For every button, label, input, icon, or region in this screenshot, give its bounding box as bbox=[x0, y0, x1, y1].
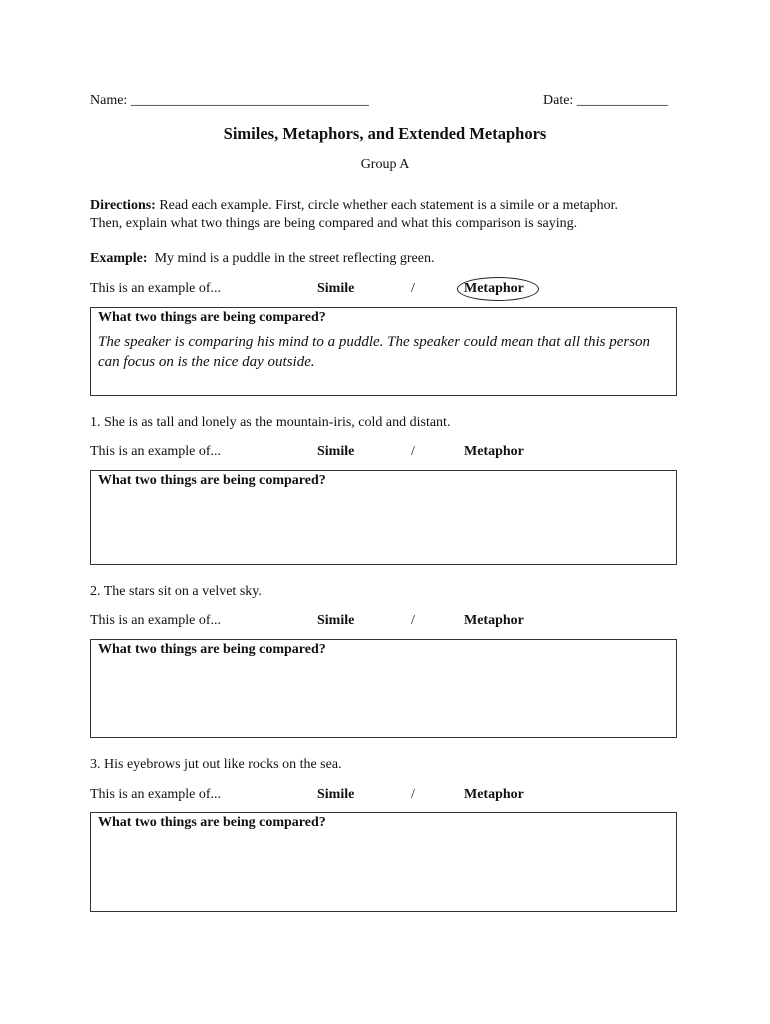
name-field-label: Name: __________________________________ bbox=[90, 93, 369, 108]
page-title: Similes, Metaphors, and Extended Metaphors bbox=[223, 124, 547, 143]
question-2-simile-option[interactable]: Simile bbox=[317, 613, 355, 628]
example-prompt: This is an example of... bbox=[90, 281, 222, 296]
example-sentence-row bbox=[90, 251, 434, 267]
question-3-box-question: What two things are being compared? bbox=[98, 815, 326, 830]
example-answer-text: The speaker is comparing his mind to a puddle. The speaker could mean that all this person can focus on is the nice day outside. bbox=[98, 334, 651, 370]
question-3-slash: / bbox=[411, 787, 415, 802]
question-2-prompt: This is an example of... bbox=[90, 613, 222, 628]
question-2-slash: / bbox=[411, 613, 415, 628]
example-answer-box bbox=[90, 307, 677, 396]
question-1-metaphor-option[interactable]: Metaphor bbox=[464, 444, 524, 459]
question-1-box-question: What two things are being compared? bbox=[98, 473, 326, 488]
directions-line-2: Then, explain what two things are being compared and what this comparison is saying. bbox=[90, 216, 578, 231]
question-1-simile-option[interactable]: Simile bbox=[317, 444, 355, 459]
question-3-answer-box[interactable] bbox=[90, 812, 677, 912]
date-field-label: Date: _____________ bbox=[543, 93, 668, 108]
question-2-sentence: 2. The stars sit on a velvet sky. bbox=[90, 584, 262, 599]
page-subtitle: Group A bbox=[360, 157, 410, 172]
question-3-sentence: 3. His eyebrows jut out like rocks on the sea. bbox=[90, 757, 342, 772]
example-simile-option[interactable]: Simile bbox=[317, 281, 355, 296]
question-3-simile-option[interactable]: Simile bbox=[317, 787, 355, 802]
question-3-prompt: This is an example of... bbox=[90, 787, 222, 802]
question-1-slash: / bbox=[411, 444, 415, 459]
question-1-sentence: 1. She is as tall and lonely as the mountain-iris, cold and distant. bbox=[90, 415, 451, 430]
example-label: Example: bbox=[90, 251, 148, 266]
question-3-metaphor-option[interactable]: Metaphor bbox=[464, 787, 524, 802]
question-1-prompt: This is an example of... bbox=[90, 444, 222, 459]
example-slash: / bbox=[411, 281, 415, 296]
question-2-metaphor-option[interactable]: Metaphor bbox=[464, 613, 524, 628]
directions-label: Directions: bbox=[90, 198, 156, 213]
example-metaphor-option[interactable]: Metaphor bbox=[464, 281, 524, 296]
directions-text-1: Read each example. First, circle whether each statement is a simile or a metaphor. bbox=[155, 198, 619, 213]
question-2-answer-box[interactable] bbox=[90, 639, 677, 738]
example-answer-circle bbox=[457, 277, 539, 301]
example-sentence: My mind is a puddle in the street reflecting green. bbox=[154, 251, 435, 266]
example-box-question: What two things are being compared? bbox=[98, 310, 326, 325]
question-2-box-question: What two things are being compared? bbox=[98, 642, 326, 657]
question-1-answer-box[interactable] bbox=[90, 470, 677, 565]
directions-line-1 bbox=[90, 198, 618, 214]
